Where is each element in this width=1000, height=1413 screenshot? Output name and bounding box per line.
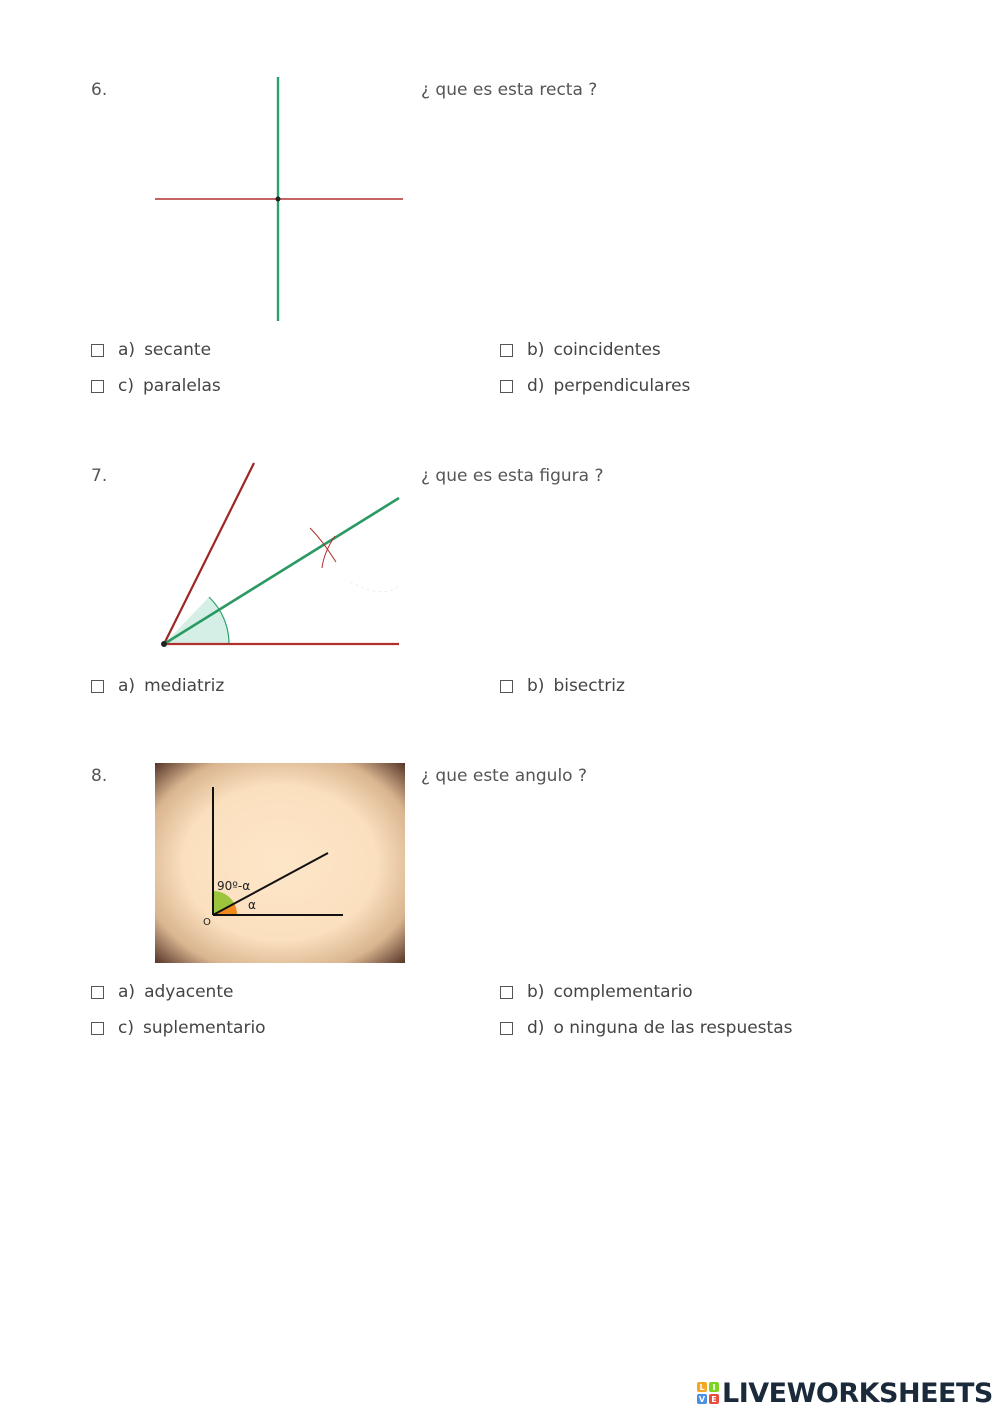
option-letter: b): [527, 340, 545, 360]
q7-option-a[interactable]: [91, 674, 224, 698]
checkbox[interactable]: [91, 344, 104, 357]
option-letter: a): [118, 982, 136, 1002]
option-text: paralelas: [142, 376, 221, 396]
option-text: coincidentes: [553, 340, 661, 360]
option-letter: c): [118, 376, 134, 396]
q8-option-c[interactable]: [91, 1016, 266, 1040]
option-text: bisectriz: [553, 676, 625, 696]
option-letter: a): [118, 676, 136, 696]
liveworksheets-logo[interactable]: [697, 1376, 993, 1410]
logo-tile: V: [698, 1394, 706, 1404]
checkbox[interactable]: [91, 986, 104, 999]
q8-option-b[interactable]: [500, 980, 693, 1004]
question-7-number: 7.: [91, 466, 108, 486]
checkbox[interactable]: [500, 986, 513, 999]
logo-tile: L: [697, 1382, 707, 1392]
checkbox[interactable]: [500, 344, 513, 357]
question-8-number: 8.: [91, 766, 108, 786]
option-letter: b): [527, 982, 545, 1002]
option-letter: d): [527, 376, 545, 396]
q7-option-b[interactable]: [500, 674, 625, 698]
question-8-prompt: ¿ que este angulo ?: [421, 766, 588, 786]
option-letter: a): [118, 340, 136, 360]
option-text: complementario: [553, 982, 693, 1002]
q8-option-d[interactable]: [500, 1016, 792, 1040]
option-text: secante: [144, 340, 212, 360]
question-7-prompt: ¿ que es esta figura ?: [421, 466, 604, 486]
complement-label: 90º-α: [217, 879, 251, 893]
option-text: adyacente: [144, 982, 234, 1002]
option-letter: b): [527, 676, 545, 696]
question-6-prompt: ¿ que es esta recta ?: [421, 80, 598, 100]
q6-option-b[interactable]: [500, 338, 661, 362]
logo-mark-icon: [697, 1382, 719, 1404]
q6-option-c[interactable]: [91, 374, 221, 398]
checkbox[interactable]: [91, 680, 104, 693]
option-letter: d): [527, 1018, 545, 1038]
option-letter: c): [118, 1018, 134, 1038]
checkbox[interactable]: [91, 1022, 104, 1035]
question-6-number: 6.: [91, 80, 108, 100]
vertex-point: [161, 641, 167, 647]
q6-option-d[interactable]: [500, 374, 690, 398]
q8-option-a[interactable]: [91, 980, 233, 1004]
complementary-angle-figure: [155, 763, 405, 963]
origin-label: O: [203, 917, 211, 928]
checkbox[interactable]: [500, 1022, 513, 1035]
logo-tile: E: [709, 1394, 719, 1404]
option-text: o ninguna de las respuestas: [553, 1018, 793, 1038]
bisector-figure: [150, 460, 408, 655]
faint-construction-arc: [350, 582, 400, 592]
intersection-point: [276, 197, 281, 202]
option-text: perpendiculares: [553, 376, 691, 396]
logo-tile: I: [709, 1382, 719, 1392]
perpendicular-lines-figure: [150, 74, 408, 324]
option-text: mediatriz: [144, 676, 225, 696]
vignette-background: [155, 763, 405, 963]
checkbox[interactable]: [500, 380, 513, 393]
q6-option-a[interactable]: [91, 338, 211, 362]
logo-text: LIVEWORKSHEETS: [722, 1377, 993, 1409]
alpha-label: α: [248, 898, 256, 912]
checkbox[interactable]: [91, 380, 104, 393]
option-text: suplementario: [142, 1018, 266, 1038]
checkbox[interactable]: [500, 680, 513, 693]
